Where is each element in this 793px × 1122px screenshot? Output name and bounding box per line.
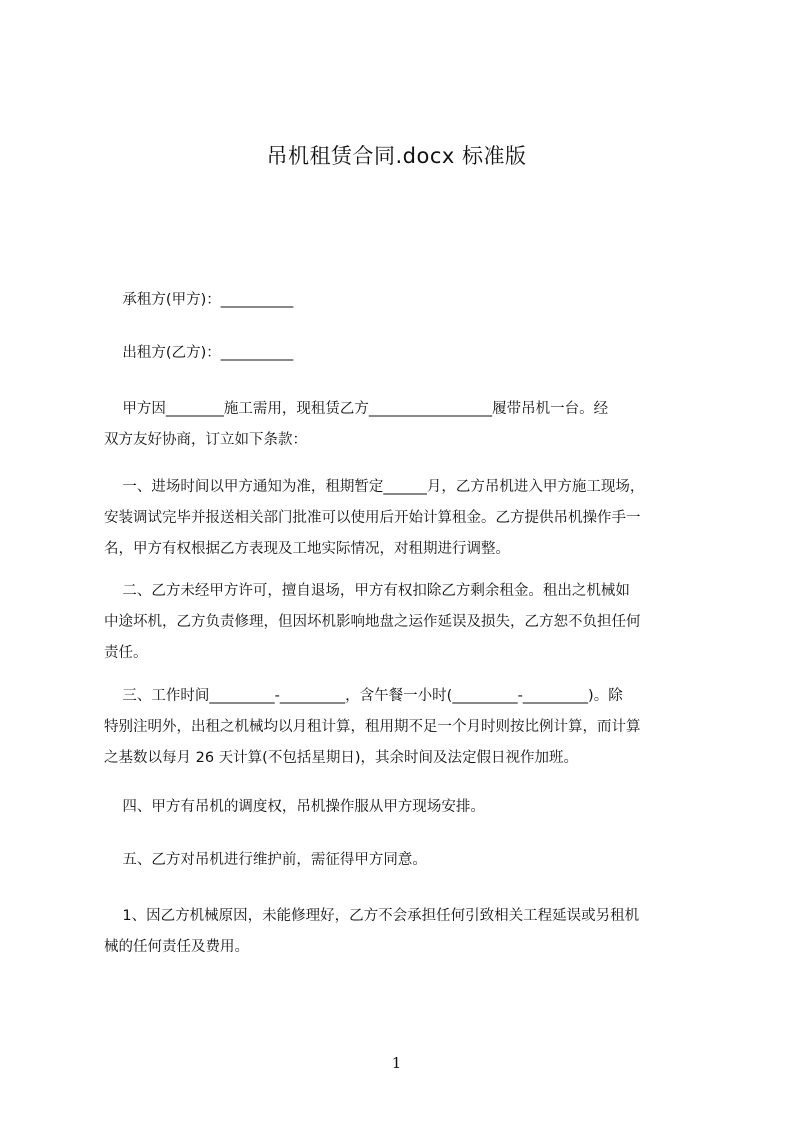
sub-clause-1-line-2: 械的任何责任及费用。 (104, 939, 249, 955)
clause-1-line-3: 名，甲方有权根据乙方表现及工地实际情况，对租期进行调整。 (104, 541, 510, 557)
document-title: 吊机租赁合同.docx 标准版 (266, 144, 527, 168)
party-a-line: 承租方(甲方)：__________ (104, 292, 294, 308)
clause-2-line-3: 责任。 (104, 645, 148, 661)
clause-1-paragraph (104, 472, 714, 565)
sub-clause-1-paragraph (104, 901, 714, 963)
clause-2-paragraph (104, 576, 714, 669)
clause-3-line-3: 之基数以每月 26 天计算(不包括星期日)，其余时间及法定假日视作加班。 (104, 750, 578, 766)
clause-3-paragraph (104, 681, 714, 774)
sub-clause-1-line-1: 1、因乙方机械原因，未能修理好，乙方不会承担任何引致相关工程延误或另租机 (104, 908, 640, 924)
intro-line-1: 甲方因________施工需用，现租赁乙方_________________履带吊机一台。经 (104, 401, 609, 417)
intro-paragraph (104, 394, 714, 456)
clause-2-line-1: 二、乙方未经甲方许可，擅自退场，甲方有权扣除乙方剩余租金。租出之机械如 (104, 583, 630, 599)
clause-3-line-1: 三、工作时间_________-_________，含午餐一小时(_________-_________)。除 (104, 688, 623, 704)
clause-1-line-2: 安装调试完毕并报送相关部门批准可以使用后开始计算租金。乙方提供吊机操作手一 (104, 510, 641, 526)
page-number: 1 (391, 1054, 402, 1072)
clause-3-line-2: 特别注明外，出租之机械均以月租计算，租用期不足一个月时则按比例计算，而计算 (104, 719, 641, 735)
clause-1-line-1: 一、进场时间以甲方通知为准，租期暂定______月，乙方吊机进入甲方施工现场， (104, 479, 645, 495)
party-b-line: 出租方(乙方)：__________ (104, 345, 294, 361)
clause-4-line: 四、甲方有吊机的调度权，吊机操作服从甲方现场安排。 (104, 799, 485, 815)
clause-2-line-2: 中途坏机，乙方负责修理，但因坏机影响地盘之运作延误及损失，乙方恕不负担任何 (104, 614, 641, 630)
clause-5-line: 五、乙方对吊机进行维护前，需征得甲方同意。 (104, 852, 427, 868)
intro-line-2: 双方友好协商，订立如下条款： (104, 432, 307, 448)
